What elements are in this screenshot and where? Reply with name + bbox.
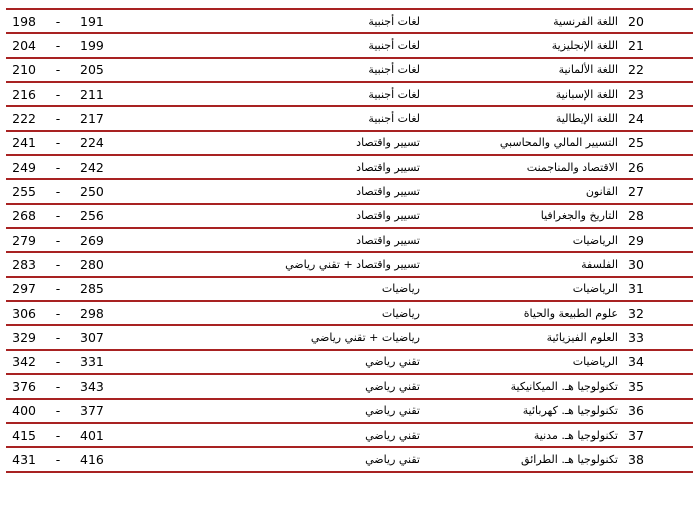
branch-name: لغات أجنبية xyxy=(368,14,420,28)
table-rows xyxy=(6,10,693,473)
row-number: 30 xyxy=(628,257,644,273)
page-end: 255 xyxy=(12,184,36,200)
branch-name: تقني رياضي xyxy=(365,452,420,466)
table-row xyxy=(6,278,693,302)
row-number: 24 xyxy=(628,111,644,127)
page-start: 285 xyxy=(80,281,104,297)
table-row xyxy=(6,10,693,34)
page-range-dash: - xyxy=(55,86,61,102)
subject-name: الفلسفة xyxy=(581,258,618,272)
page-end: 431 xyxy=(12,451,36,467)
branch-name: تسيير واقتصاد xyxy=(356,136,420,150)
row-number: 35 xyxy=(628,378,644,394)
page-end: 241 xyxy=(12,135,36,151)
page-end: 198 xyxy=(12,13,36,29)
branch-name: تسيير واقتصاد xyxy=(356,185,420,199)
branch-name: لغات أجنبية xyxy=(368,63,420,77)
page-start: 250 xyxy=(80,184,104,200)
page-start: 307 xyxy=(80,330,104,346)
page-end: 249 xyxy=(12,159,36,175)
page-range-dash: - xyxy=(55,159,61,175)
table-row xyxy=(6,424,693,448)
page-range-dash: - xyxy=(55,281,61,297)
row-number: 22 xyxy=(628,62,644,78)
page-end: 376 xyxy=(12,378,36,394)
page-end: 415 xyxy=(12,427,36,443)
subject-name: تكنولوجيا هـ. الطرائق xyxy=(521,452,618,466)
row-number: 36 xyxy=(628,403,644,419)
page-range-dash: - xyxy=(55,257,61,273)
subject-name: الرياضيات xyxy=(572,282,618,296)
table-row xyxy=(6,107,693,131)
table-row xyxy=(6,34,693,58)
branch-name: تسيير واقتصاد xyxy=(356,233,420,247)
subject-name: تكنولوجيا هـ. كهربائية xyxy=(522,404,618,418)
index-table xyxy=(6,8,693,473)
page-range-dash: - xyxy=(55,305,61,321)
page-start: 256 xyxy=(80,208,104,224)
table-row xyxy=(6,326,693,350)
page-start: 199 xyxy=(80,38,104,54)
subject-name: اللغة الألمانية xyxy=(558,63,618,77)
row-number: 29 xyxy=(628,232,644,248)
page-range-dash: - xyxy=(55,13,61,29)
row-number: 33 xyxy=(628,330,644,346)
branch-name: تسيير واقتصاد xyxy=(356,160,420,174)
table-row xyxy=(6,448,693,472)
branch-name: رياضيات xyxy=(381,306,420,320)
page-end: 268 xyxy=(12,208,36,224)
row-number: 26 xyxy=(628,159,644,175)
page-start: 191 xyxy=(80,13,104,29)
page-start: 280 xyxy=(80,257,104,273)
row-number: 20 xyxy=(628,13,644,29)
table-row xyxy=(6,400,693,424)
page-start: 298 xyxy=(80,305,104,321)
page-range-dash: - xyxy=(55,38,61,54)
page-end: 210 xyxy=(12,62,36,78)
page-start: 242 xyxy=(80,159,104,175)
page-end: 279 xyxy=(12,232,36,248)
branch-name: رياضيات xyxy=(381,282,420,296)
page-range-dash: - xyxy=(55,451,61,467)
subject-name: تكنولوجيا هـ. الميكانيكية xyxy=(510,379,618,393)
page-range-dash: - xyxy=(55,354,61,370)
page-range-dash: - xyxy=(55,184,61,200)
row-number: 32 xyxy=(628,305,644,321)
subject-name: اللغة الإيطالية xyxy=(555,112,618,126)
page-end: 329 xyxy=(12,330,36,346)
branch-name: تقني رياضي xyxy=(365,404,420,418)
table-row xyxy=(6,83,693,107)
subject-name: اللغة الإسبانية xyxy=(555,87,618,101)
table-row xyxy=(6,351,693,375)
table-row xyxy=(6,180,693,204)
row-number: 21 xyxy=(628,38,644,54)
subject-name: علوم الطبيعة والحياة xyxy=(523,306,618,320)
page-range-dash: - xyxy=(55,403,61,419)
page-range-dash: - xyxy=(55,208,61,224)
table-row xyxy=(6,375,693,399)
table-row xyxy=(6,132,693,156)
row-number: 31 xyxy=(628,281,644,297)
page-end: 283 xyxy=(12,257,36,273)
page-start: 331 xyxy=(80,354,104,370)
subject-name: العلوم الفيزيائية xyxy=(546,331,618,345)
page-end: 342 xyxy=(12,354,36,370)
branch-name: تسيير واقتصاد + تقني رياضي xyxy=(285,258,420,272)
subject-name: الرياضيات xyxy=(572,355,618,369)
subject-name: الرياضيات xyxy=(572,233,618,247)
branch-name: رياضيات + تقني رياضي xyxy=(310,331,420,345)
table-row xyxy=(6,302,693,326)
page-end: 306 xyxy=(12,305,36,321)
page-end: 400 xyxy=(12,403,36,419)
page-range-dash: - xyxy=(55,111,61,127)
page-end: 222 xyxy=(12,111,36,127)
page-start: 416 xyxy=(80,451,104,467)
branch-name: لغات أجنبية xyxy=(368,112,420,126)
page-range-dash: - xyxy=(55,330,61,346)
row-number: 38 xyxy=(628,451,644,467)
table-row xyxy=(6,205,693,229)
page-end: 216 xyxy=(12,86,36,102)
row-number: 37 xyxy=(628,427,644,443)
page-start: 377 xyxy=(80,403,104,419)
page-start: 211 xyxy=(80,86,104,102)
branch-name: تقني رياضي xyxy=(365,355,420,369)
branch-name: تسيير واقتصاد xyxy=(356,209,420,223)
page-start: 401 xyxy=(80,427,104,443)
page-start: 205 xyxy=(80,62,104,78)
page-range-dash: - xyxy=(55,135,61,151)
page-start: 269 xyxy=(80,232,104,248)
table-row xyxy=(6,253,693,277)
subject-name: اللغة الإنجليزية xyxy=(551,39,618,53)
page-end: 204 xyxy=(12,38,36,54)
row-number: 34 xyxy=(628,354,644,370)
branch-name: تقني رياضي xyxy=(365,428,420,442)
subject-name: اللغة الفرنسية xyxy=(553,14,618,28)
subject-name: التسيير المالي والمحاسبي xyxy=(499,136,618,150)
row-number: 27 xyxy=(628,184,644,200)
branch-name: لغات أجنبية xyxy=(368,39,420,53)
branch-name: تقني رياضي xyxy=(365,379,420,393)
table-row xyxy=(6,156,693,180)
row-number: 28 xyxy=(628,208,644,224)
page-range-dash: - xyxy=(55,378,61,394)
page-range-dash: - xyxy=(55,427,61,443)
subject-name: الاقتصاد والمناجمنت xyxy=(526,160,618,174)
table-row xyxy=(6,59,693,83)
page-range-dash: - xyxy=(55,62,61,78)
page-range-dash: - xyxy=(55,232,61,248)
page-start: 224 xyxy=(80,135,104,151)
page-end: 297 xyxy=(12,281,36,297)
subject-name: القانون xyxy=(585,185,618,199)
subject-name: التاريخ والجغرافيا xyxy=(540,209,618,223)
table-row xyxy=(6,229,693,253)
page-start: 343 xyxy=(80,378,104,394)
subject-name: تكنولوجيا هـ. مدنية xyxy=(533,428,618,442)
row-number: 25 xyxy=(628,135,644,151)
row-number: 23 xyxy=(628,86,644,102)
branch-name: لغات أجنبية xyxy=(368,87,420,101)
page-start: 217 xyxy=(80,111,104,127)
